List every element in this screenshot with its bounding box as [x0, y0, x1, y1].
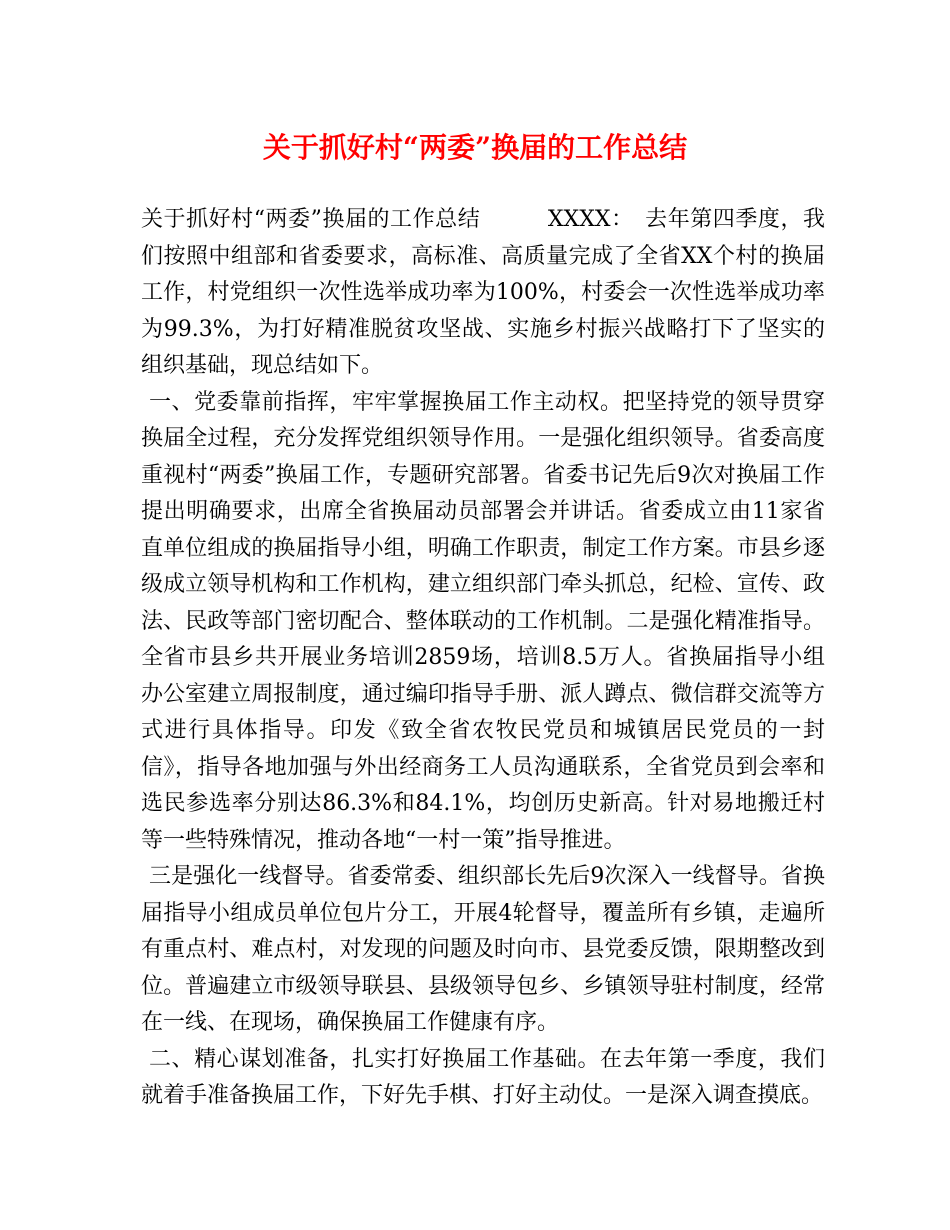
- paragraph-intro: 关于抓好村“两委”换届的工作总结 XXXX： 去年第四季度，我们按照中组部和省委要求，高标准、高质量完成了全省XX个村的换届工作，村党组织一次性选举成功率为100%，村委会一次性选举成功率为99.3%，为打好精准脱贫攻坚战、实施乡村振兴战略打下了坚实的组织基础，现总结如下。: [141, 207, 825, 378]
- document-title: 关于抓好村“两委”换届的工作总结: [262, 131, 688, 164]
- paragraph-section-2: 二、精心谋划准备，扎实打好换届工作基础。在去年第一季度，我们就着手准备换届工作，下好先手棋、打好主动仗。一是深入调查摸底。: [141, 1046, 825, 1108]
- paragraph-section-1: 一、党委靠前指挥，牢牢掌握换届工作主动权。把坚持党的领导贯穿换届全过程，充分发挥党组织领导作用。一是强化组织领导。省委高度重视村“两委”换届工作，专题研究部署。省委书记先后9次对换届工作提出明确要求，出席全省换届动员部署会并讲话。省委成立由11家省直单位组成的换届指导小组，明确工作职责，制定工作方案。市县乡逐级成立领导机构和工作机构，建立组织部门牵头抓总，纪检、宣传、政法、民政等部门密切配合、整体联动的工作机制。二是强化精准指导。全省市县乡共开展业务培训2859场，培训8.5万人。省换届指导小组办公室建立周报制度，通过编印指导手册、派人蹲点、微信群交流等方式进行具体指导。印发《致全省农牧民党员和城镇居民党员的一封信》，指导各地加强与外出经商务工人员沟通联系，全省党员到会率和选民参选率分别达86.3%和84.1%，均创历史新高。针对易地搬迁村等一些特殊情况，推动各地“一村一策”指导推进。: [141, 389, 825, 853]
- paragraph-section-1-part-3: 三是强化一线督导。省委常委、组织部长先后9次深入一线督导。省换届指导小组成员单位包片分工，开展4轮督导，覆盖所有乡镇，走遍所有重点村、难点村，对发现的问题及时向市、县党委反馈，限期整改到位。普遍建立市级领导联县、县级领导包乡、乡镇领导驻村制度，经常在一线、在现场，确保换届工作健康有序。: [141, 864, 825, 1035]
- document-body: [141, 202, 825, 1115]
